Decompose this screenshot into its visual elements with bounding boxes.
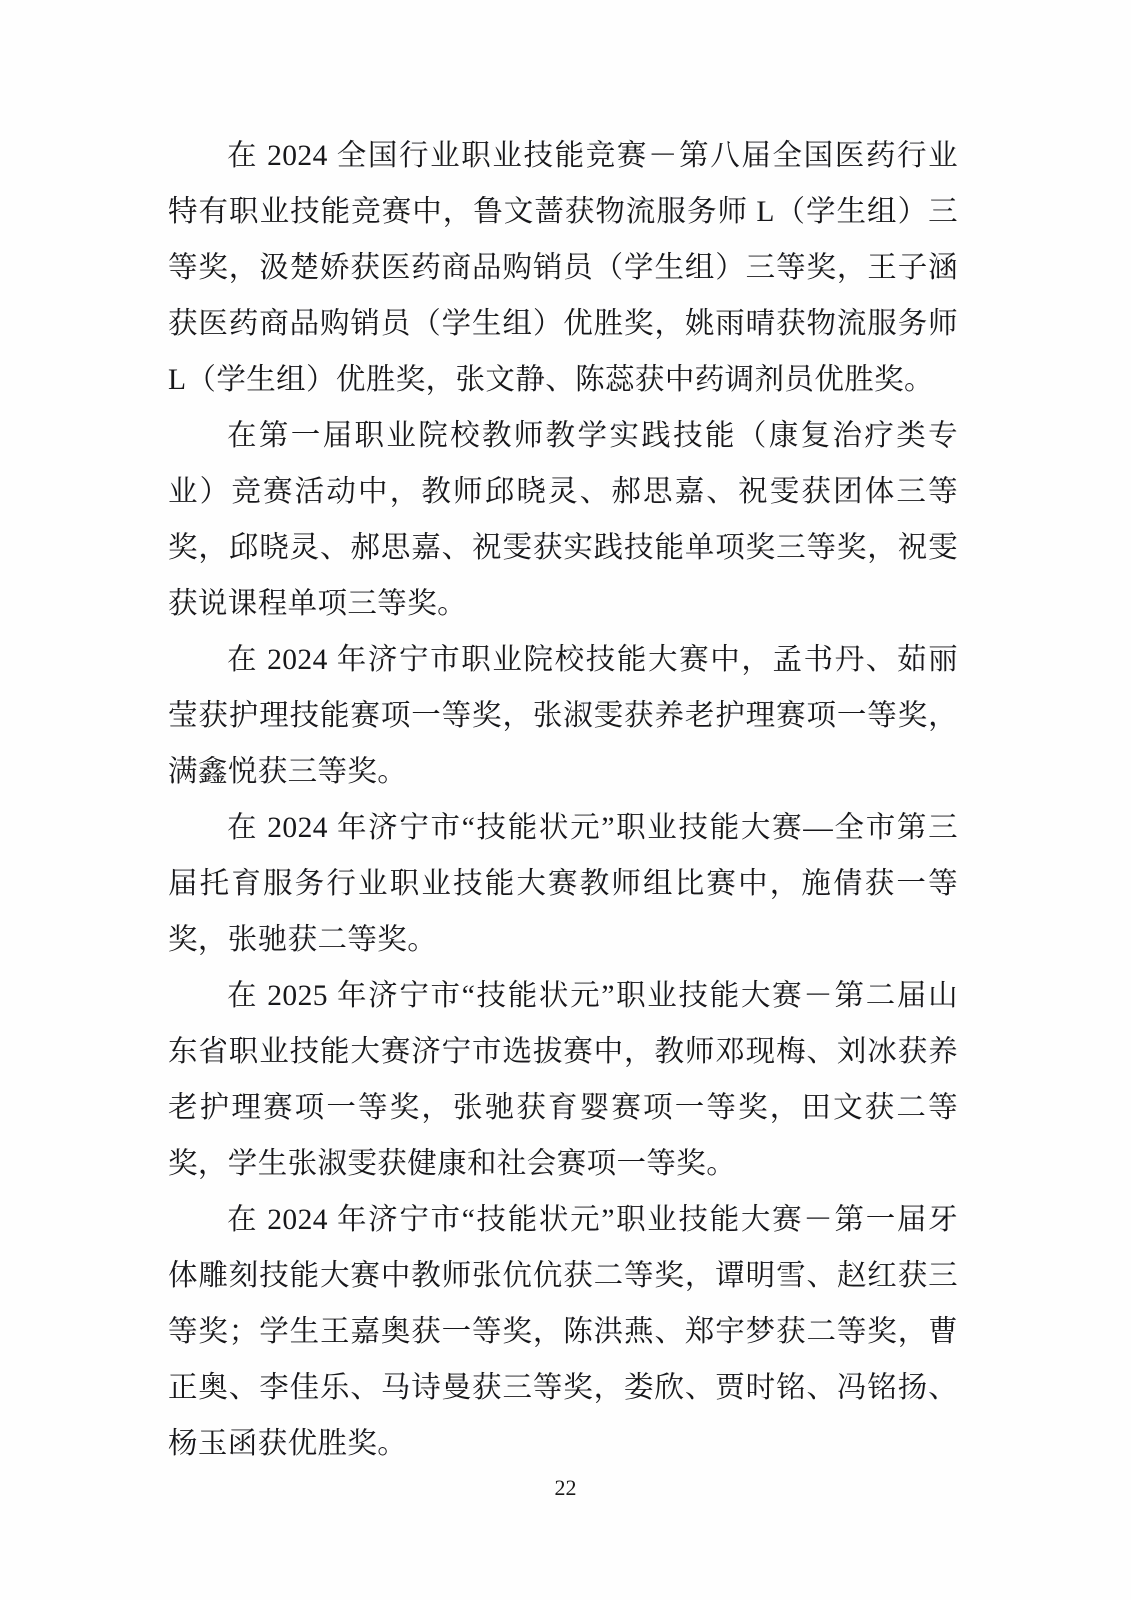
document-body xyxy=(168,128,958,1472)
paragraph: 在 2025 年济宁市“技能状元”职业技能大赛－第二届山东省职业技能大赛济宁市选拔赛中，教师邓现梅、刘冰获养老护理赛项一等奖，张驰获育婴赛项一等奖，田文获二等奖，学生张淑雯获健康和社会赛项一等奖。 xyxy=(168,980,958,1180)
paragraph: 在第一届职业院校教师教学实践技能（康复治疗类专业）竞赛活动中，教师邱晓灵、郝思嘉、祝雯获团体三等奖，邱晓灵、郝思嘉、祝雯获实践技能单项奖三等奖，祝雯获说课程单项三等奖。 xyxy=(168,420,958,620)
paragraph: 在 2024 年济宁市职业院校技能大赛中，孟书丹、茹丽莹获护理技能赛项一等奖，张淑雯获养老护理赛项一等奖，满鑫悦获三等奖。 xyxy=(168,644,958,788)
paragraph: 在 2024 年济宁市“技能状元”职业技能大赛—全市第三届托育服务行业职业技能大赛教师组比赛中，施倩获一等奖，张驰获二等奖。 xyxy=(168,812,958,956)
paragraph: 在 2024 年济宁市“技能状元”职业技能大赛－第一届牙体雕刻技能大赛中教师张伉伉获二等奖，谭明雪、赵红获三等奖；学生王嘉奥获一等奖，陈洪燕、郑宇梦获二等奖，曹正奥、李佳乐、马诗曼获三等奖，娄欣、贾时铭、冯铭扬、杨玉函获优胜奖。 xyxy=(168,1204,958,1460)
page-number: 22 xyxy=(554,1475,577,1500)
paragraph: 在 2024 全国行业职业技能竞赛－第八届全国医药行业特有职业技能竞赛中，鲁文蔷获物流服务师 L（学生组）三等奖，汲楚娇获医药商品购销员（学生组）三等奖，王子涵获医药商品购销员（学生组）优胜奖，姚雨晴获物流服务师 L（学生组）优胜奖，张文静、陈蕊获中药调剂员优胜奖。 xyxy=(168,140,958,396)
